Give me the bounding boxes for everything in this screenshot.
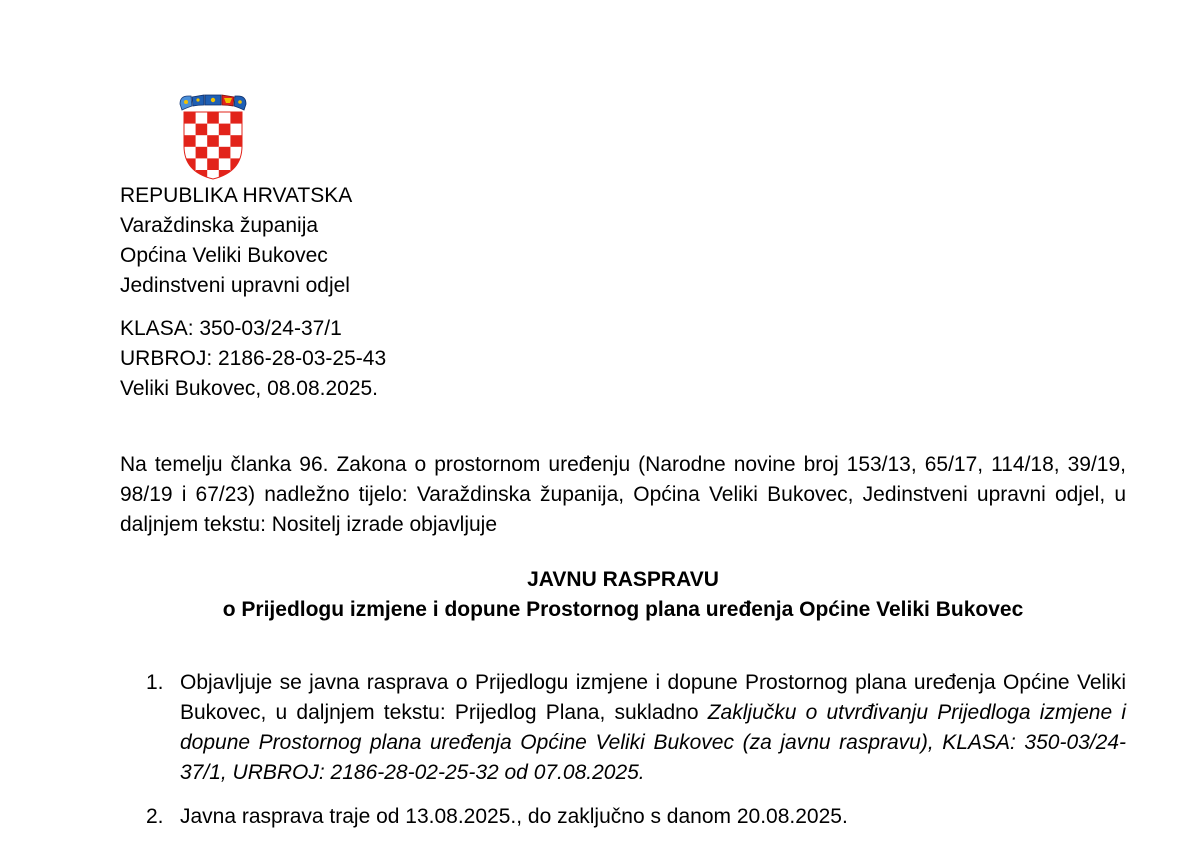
croatian-coat-of-arms-icon	[178, 94, 248, 180]
header-department: Jedinstveni upravni odjel	[120, 274, 350, 297]
title-sub: o Prijedlogu izmjene i dopune Prostornog plana uređenja Općine Veliki Bukovec	[222, 598, 1024, 621]
list-item-number: 2.	[146, 805, 164, 828]
list-item-text-italic: Zaključku o utvrđivanju Prijedloga izmjene i dopune Prostornog plana uređenja Općine Veliki Bukovec (za javnu raspravu), KLASA: 350-03/24-37/1, URBROJ: 2186-28-02-25-32 od 07.08.2025.	[180, 701, 1126, 784]
list-item	[120, 802, 1126, 832]
crown	[180, 95, 246, 110]
klasa: KLASA: 350-03/24-37/1	[120, 317, 342, 340]
checkerboard-shield	[184, 112, 242, 182]
header-municipality: Općina Veliki Bukovec	[120, 244, 328, 267]
header-county: Varaždinska županija	[120, 214, 319, 237]
intro-paragraph: Na temelju članka 96. Zakona o prostornom uređenju (Narodne novine broj 153/13, 65/17, 114/18, 39/19, 98/19 i 67/23) nadležno tijelo: Varaždinska županija, Općina Veliki Bukovec, Jedinstveni upravni odjel, u daljnjem tekstu: Nositelj izrade objavljuje	[120, 453, 1126, 536]
list-item	[120, 668, 1126, 788]
urbroj: URBROJ: 2186-28-03-25-43	[120, 347, 387, 370]
place-date: Veliki Bukovec, 08.08.2025.	[120, 377, 379, 400]
header-country: REPUBLIKA HRVATSKA	[120, 184, 353, 207]
announcement-title	[120, 565, 1126, 625]
list-item-text	[180, 668, 1126, 788]
list-item-text: Javna rasprava traje od 13.08.2025., do zaključno s danom 20.08.2025.	[180, 805, 848, 828]
list-item-number: 1.	[146, 671, 164, 694]
document-meta	[120, 314, 386, 404]
numbered-list	[120, 668, 1126, 846]
title-main: JAVNU RASPRAVU	[527, 568, 719, 591]
list-item-text-plain: Objavljuje se javna rasprava o Prijedlogu izmjene i dopune Prostornog plana uređenja Općine Veliki Bukovec, u daljnjem tekstu: Prijedlog Plana, sukladno	[180, 671, 1126, 724]
issuer-header	[120, 181, 352, 301]
